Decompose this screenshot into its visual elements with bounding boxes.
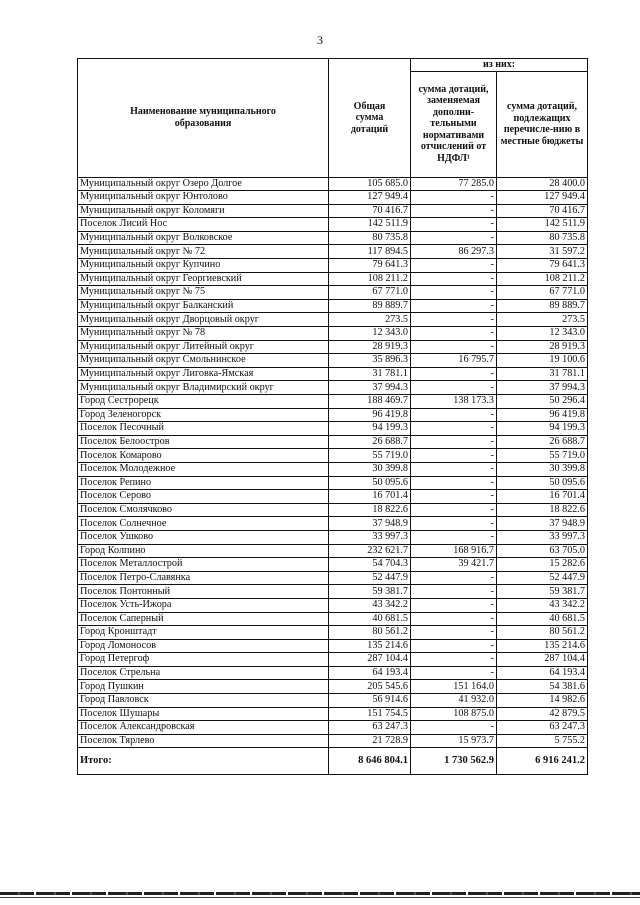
- row-total: 117 894.5: [329, 245, 411, 259]
- table-row: [78, 245, 588, 259]
- row-replaced: -: [411, 476, 497, 490]
- row-remaining: 37 994.3: [497, 381, 588, 395]
- row-name: Муниципальный округ Волковское: [78, 231, 329, 245]
- row-remaining: 40 681.5: [497, 612, 588, 626]
- row-name: Муниципальный округ Юнтолово: [78, 191, 329, 205]
- scan-edge-line-thin: [0, 897, 640, 898]
- row-name: Поселок Усть-Ижора: [78, 598, 329, 612]
- row-name: Муниципальный округ Смольнинское: [78, 354, 329, 368]
- row-total: 79 641.3: [329, 259, 411, 273]
- row-total: 54 704.3: [329, 558, 411, 572]
- row-total: 26 688.7: [329, 435, 411, 449]
- table-row: [78, 204, 588, 218]
- row-name: Город Кронштадт: [78, 626, 329, 640]
- totals-total: 8 646 804.1: [329, 748, 411, 775]
- row-replaced: -: [411, 435, 497, 449]
- row-replaced: 151 164.0: [411, 680, 497, 694]
- table-row: [78, 299, 588, 313]
- totals-remaining: 6 916 241.2: [497, 748, 588, 775]
- row-remaining: 31 597.2: [497, 245, 588, 259]
- row-name: Поселок Молодежное: [78, 462, 329, 476]
- row-total: 40 681.5: [329, 612, 411, 626]
- row-replaced: -: [411, 639, 497, 653]
- table-row: [78, 653, 588, 667]
- row-replaced: 108 875.0: [411, 707, 497, 721]
- table-row: [78, 612, 588, 626]
- row-name: Город Колпино: [78, 544, 329, 558]
- row-remaining: 80 735.8: [497, 231, 588, 245]
- row-remaining: 54 381.6: [497, 680, 588, 694]
- table-row: [78, 177, 588, 191]
- row-total: 80 735.8: [329, 231, 411, 245]
- row-total: 108 211.2: [329, 272, 411, 286]
- row-total: 287 104.4: [329, 653, 411, 667]
- row-total: 43 342.2: [329, 598, 411, 612]
- row-remaining: 70 416.7: [497, 204, 588, 218]
- row-remaining: 18 822.6: [497, 503, 588, 517]
- row-total: 205 545.6: [329, 680, 411, 694]
- row-total: 21 728.9: [329, 734, 411, 748]
- row-name: Поселок Лисий Нос: [78, 218, 329, 232]
- row-name: Город Павловск: [78, 694, 329, 708]
- table-body: [78, 177, 588, 748]
- row-total: 80 561.2: [329, 626, 411, 640]
- row-replaced: 168 916.7: [411, 544, 497, 558]
- row-name: Поселок Петро-Славянка: [78, 571, 329, 585]
- row-name: Поселок Песочный: [78, 422, 329, 436]
- row-name: Муниципальный округ № 78: [78, 327, 329, 341]
- row-total: 64 193.4: [329, 666, 411, 680]
- row-remaining: 273.5: [497, 313, 588, 327]
- row-name: Муниципальный округ № 72: [78, 245, 329, 259]
- row-name: Поселок Репино: [78, 476, 329, 490]
- table-row: [78, 449, 588, 463]
- table-row: [78, 422, 588, 436]
- row-total: 135 214.6: [329, 639, 411, 653]
- page-number: 3: [317, 33, 323, 47]
- table-row: [78, 462, 588, 476]
- row-name: Муниципальный округ Георгиевский: [78, 272, 329, 286]
- totals-replaced: 1 730 562.9: [411, 748, 497, 775]
- row-remaining: 19 100.6: [497, 354, 588, 368]
- row-name: Поселок Белоостров: [78, 435, 329, 449]
- row-total: 59 381.7: [329, 585, 411, 599]
- table-row: [78, 259, 588, 273]
- row-remaining: 37 948.9: [497, 517, 588, 531]
- row-remaining: 64 193.4: [497, 666, 588, 680]
- header-replaced: сумма дотаций, заменяемая дополни-тельными нормативами отчислений от НДФЛ¹: [411, 71, 497, 177]
- table-row: [78, 490, 588, 504]
- header-remaining: сумма дотаций, подлежащих перечисле-нию в местные бюджеты: [497, 71, 588, 177]
- row-remaining: 15 282.6: [497, 558, 588, 572]
- row-name: Город Ломоносов: [78, 639, 329, 653]
- row-remaining: 63 705.0: [497, 544, 588, 558]
- row-remaining: 31 781.1: [497, 367, 588, 381]
- row-replaced: -: [411, 367, 497, 381]
- row-name: Поселок Металлострой: [78, 558, 329, 572]
- table-row: [78, 313, 588, 327]
- table-row: [78, 585, 588, 599]
- table-row: [78, 272, 588, 286]
- table-row: [78, 639, 588, 653]
- row-name: Город Сестрорецк: [78, 395, 329, 409]
- row-replaced: -: [411, 721, 497, 735]
- row-remaining: 287 104.4: [497, 653, 588, 667]
- row-name: Поселок Солнечное: [78, 517, 329, 531]
- table-row: [78, 503, 588, 517]
- header-total: Общая сумма дотаций: [329, 59, 411, 178]
- table-row: [78, 476, 588, 490]
- row-total: 273.5: [329, 313, 411, 327]
- header-group: из них:: [411, 59, 588, 72]
- row-replaced: 41 932.0: [411, 694, 497, 708]
- table-row: [78, 395, 588, 409]
- row-total: 63 247.3: [329, 721, 411, 735]
- table-row: [78, 340, 588, 354]
- row-name: Муниципальный округ Коломяги: [78, 204, 329, 218]
- table-row: [78, 558, 588, 572]
- table-row: [78, 721, 588, 735]
- row-total: 96 419.8: [329, 408, 411, 422]
- row-remaining: 89 889.7: [497, 299, 588, 313]
- row-replaced: -: [411, 490, 497, 504]
- row-name: Город Петергоф: [78, 653, 329, 667]
- row-remaining: 26 688.7: [497, 435, 588, 449]
- row-name: Муниципальный округ Литейный округ: [78, 340, 329, 354]
- scan-edge-line: [0, 892, 640, 895]
- row-remaining: 96 419.8: [497, 408, 588, 422]
- row-replaced: -: [411, 313, 497, 327]
- table-row: [78, 327, 588, 341]
- row-replaced: -: [411, 626, 497, 640]
- row-name: Муниципальный округ Дворцовый округ: [78, 313, 329, 327]
- table-row: [78, 435, 588, 449]
- row-replaced: -: [411, 340, 497, 354]
- row-replaced: -: [411, 327, 497, 341]
- row-remaining: 33 997.3: [497, 530, 588, 544]
- row-total: 232 621.7: [329, 544, 411, 558]
- table-row: [78, 286, 588, 300]
- row-total: 94 199.3: [329, 422, 411, 436]
- row-replaced: -: [411, 422, 497, 436]
- row-total: 127 949.4: [329, 191, 411, 205]
- table-row: [78, 707, 588, 721]
- row-total: 188 469.7: [329, 395, 411, 409]
- row-replaced: -: [411, 299, 497, 313]
- row-name: Город Пушкин: [78, 680, 329, 694]
- row-name: Поселок Понтонный: [78, 585, 329, 599]
- table-row: [78, 367, 588, 381]
- row-name: Город Зеленогорск: [78, 408, 329, 422]
- row-remaining: 30 399.8: [497, 462, 588, 476]
- row-remaining: 135 214.6: [497, 639, 588, 653]
- row-name: Поселок Ушково: [78, 530, 329, 544]
- row-name: Поселок Тярлево: [78, 734, 329, 748]
- row-name: Поселок Саперный: [78, 612, 329, 626]
- header-name: Наименование муниципального образования: [78, 59, 329, 178]
- row-name: Муниципальный округ № 75: [78, 286, 329, 300]
- row-remaining: 142 511.9: [497, 218, 588, 232]
- row-total: 142 511.9: [329, 218, 411, 232]
- row-total: 52 447.9: [329, 571, 411, 585]
- row-replaced: 16 795.7: [411, 354, 497, 368]
- table-row: [78, 666, 588, 680]
- row-remaining: 5 755.2: [497, 734, 588, 748]
- row-remaining: 52 447.9: [497, 571, 588, 585]
- row-replaced: -: [411, 530, 497, 544]
- row-replaced: 138 173.3: [411, 395, 497, 409]
- table-row: [78, 408, 588, 422]
- subsidies-table: [77, 58, 588, 775]
- row-total: 33 997.3: [329, 530, 411, 544]
- row-total: 35 896.3: [329, 354, 411, 368]
- table-row: [78, 354, 588, 368]
- row-remaining: 108 211.2: [497, 272, 588, 286]
- row-total: 70 416.7: [329, 204, 411, 218]
- row-total: 18 822.6: [329, 503, 411, 517]
- row-name: Муниципальный округ Купчино: [78, 259, 329, 273]
- row-total: 28 919.3: [329, 340, 411, 354]
- row-remaining: 28 400.0: [497, 177, 588, 191]
- row-replaced: -: [411, 571, 497, 585]
- row-replaced: -: [411, 231, 497, 245]
- row-name: Поселок Стрельна: [78, 666, 329, 680]
- table-row: [78, 218, 588, 232]
- row-remaining: 50 296.4: [497, 395, 588, 409]
- row-total: 55 719.0: [329, 449, 411, 463]
- totals-row: [78, 748, 588, 775]
- row-replaced: -: [411, 408, 497, 422]
- row-remaining: 94 199.3: [497, 422, 588, 436]
- row-remaining: 12 343.0: [497, 327, 588, 341]
- row-name: Поселок Серово: [78, 490, 329, 504]
- row-replaced: 15 973.7: [411, 734, 497, 748]
- row-total: 151 754.5: [329, 707, 411, 721]
- row-remaining: 67 771.0: [497, 286, 588, 300]
- row-replaced: -: [411, 653, 497, 667]
- row-replaced: -: [411, 191, 497, 205]
- row-name: Муниципальный округ Балканский: [78, 299, 329, 313]
- row-total: 56 914.6: [329, 694, 411, 708]
- row-replaced: -: [411, 449, 497, 463]
- row-total: 12 343.0: [329, 327, 411, 341]
- row-replaced: -: [411, 286, 497, 300]
- row-total: 30 399.8: [329, 462, 411, 476]
- row-name: Поселок Александровская: [78, 721, 329, 735]
- row-replaced: -: [411, 204, 497, 218]
- row-replaced: -: [411, 585, 497, 599]
- row-name: Поселок Смолячково: [78, 503, 329, 517]
- row-name: Муниципальный округ Лиговка-Ямская: [78, 367, 329, 381]
- table-row: [78, 381, 588, 395]
- row-total: 67 771.0: [329, 286, 411, 300]
- row-total: 37 948.9: [329, 517, 411, 531]
- row-replaced: -: [411, 259, 497, 273]
- table-row: [78, 734, 588, 748]
- row-remaining: 14 982.6: [497, 694, 588, 708]
- row-total: 37 994.3: [329, 381, 411, 395]
- row-total: 89 889.7: [329, 299, 411, 313]
- row-remaining: 59 381.7: [497, 585, 588, 599]
- row-remaining: 16 701.4: [497, 490, 588, 504]
- table-row: [78, 626, 588, 640]
- row-name: Муниципальный округ Озеро Долгое: [78, 177, 329, 191]
- row-remaining: 80 561.2: [497, 626, 588, 640]
- row-total: 50 095.6: [329, 476, 411, 490]
- table-row: [78, 544, 588, 558]
- row-replaced: -: [411, 598, 497, 612]
- row-replaced: 77 285.0: [411, 177, 497, 191]
- table-row: [78, 231, 588, 245]
- row-total: 16 701.4: [329, 490, 411, 504]
- row-replaced: -: [411, 612, 497, 626]
- row-replaced: -: [411, 517, 497, 531]
- row-remaining: 127 949.4: [497, 191, 588, 205]
- row-remaining: 50 095.6: [497, 476, 588, 490]
- row-replaced: -: [411, 503, 497, 517]
- row-total: 105 685.0: [329, 177, 411, 191]
- row-name: Поселок Комарово: [78, 449, 329, 463]
- row-replaced: -: [411, 272, 497, 286]
- table-row: [78, 598, 588, 612]
- row-remaining: 55 719.0: [497, 449, 588, 463]
- row-replaced: -: [411, 218, 497, 232]
- row-remaining: 28 919.3: [497, 340, 588, 354]
- table-row: [78, 191, 588, 205]
- row-remaining: 79 641.3: [497, 259, 588, 273]
- table-row: [78, 517, 588, 531]
- row-replaced: 39 421.7: [411, 558, 497, 572]
- row-replaced: 86 297.3: [411, 245, 497, 259]
- row-replaced: -: [411, 381, 497, 395]
- table-row: [78, 694, 588, 708]
- row-replaced: -: [411, 462, 497, 476]
- table-row: [78, 530, 588, 544]
- table-row: [78, 680, 588, 694]
- row-total: 31 781.1: [329, 367, 411, 381]
- row-replaced: -: [411, 666, 497, 680]
- row-name: Поселок Шушары: [78, 707, 329, 721]
- row-name: Муниципальный округ Владимирский округ: [78, 381, 329, 395]
- totals-label: Итого:: [78, 748, 329, 775]
- table-row: [78, 571, 588, 585]
- row-remaining: 63 247.3: [497, 721, 588, 735]
- row-remaining: 42 879.5: [497, 707, 588, 721]
- row-remaining: 43 342.2: [497, 598, 588, 612]
